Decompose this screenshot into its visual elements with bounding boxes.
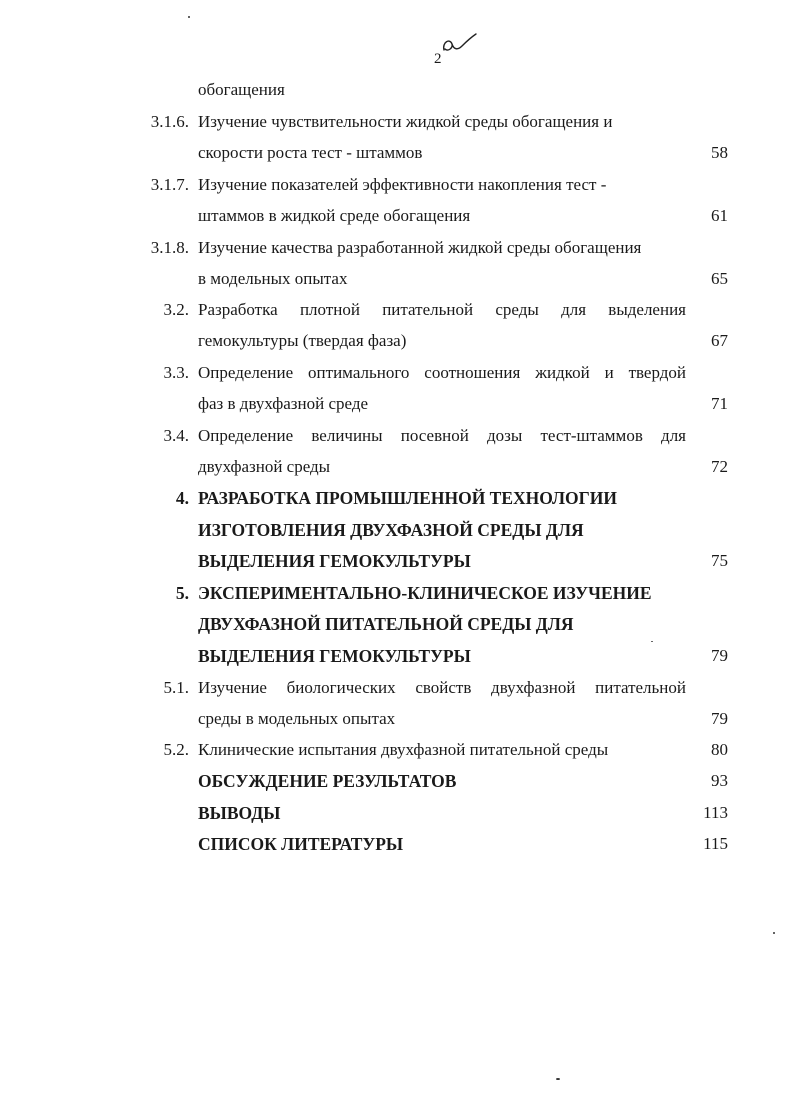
toc-line [0,141,794,165]
scan-speck [556,1078,560,1080]
toc-entry-number: 3.1.6. [150,112,189,131]
toc-page-number: 72 [711,457,728,476]
toc-line [0,173,794,197]
scan-speck [188,16,190,18]
scan-speck [651,641,653,642]
toc-line [0,769,794,793]
toc-entry-number: 3.2. [163,300,189,319]
toc-page-number: 80 [711,740,728,759]
toc-line [0,832,794,856]
toc-line [0,424,794,448]
toc-entry-text: Изучение качества разработанной жидкой среды обогащения [198,238,642,257]
toc-page-number: 113 [703,803,728,822]
toc-entry-number: 5.2. [163,740,189,759]
toc-entry-text: Определение оптимального соотношения жидкой и твердой [198,363,686,382]
toc-entry-text: СПИСОК ЛИТЕРАТУРЫ [198,834,404,854]
toc-entry-number: 3.3. [163,363,189,382]
toc-page-number: 71 [711,394,728,413]
toc-entry-text: Изучение биологических свойств двухфазной питательной [198,678,686,697]
toc-entry-text: обогащения [198,80,285,99]
toc-line [0,801,794,825]
toc-line [0,612,794,636]
toc-entry-text: Разработка плотной питательной среды для выделения [198,300,686,319]
toc-entry-number: 3.4. [163,426,189,445]
handwritten-mark [440,30,480,58]
toc-line [0,455,794,479]
toc-entry-number: 5.1. [163,678,189,697]
toc-line [0,298,794,322]
toc-entry-text: ВЫДЕЛЕНИЯ ГЕМОКУЛЬТУРЫ [198,551,471,571]
toc-entry-text: двухфазной среды [198,457,331,476]
toc-entry-text: Определение величины посевной дозы тест-штаммов для [198,426,686,445]
toc-entry-text: Изучение показателей эффективности накопления тест - [198,175,607,194]
toc-line [0,644,794,668]
toc-entry-text: гемокультуры (твердая фаза) [198,331,407,350]
toc-line [0,581,794,605]
scan-speck [773,932,775,934]
page-number: 2 [434,51,442,67]
toc-line [0,110,794,134]
toc-entry-text: ЭКСПЕРИМЕНТАЛЬНО-КЛИНИЧЕСКОЕ ИЗУЧЕНИЕ [198,583,652,603]
toc-line [0,549,794,573]
toc-line [0,361,794,385]
toc-line [0,329,794,353]
toc-entry-text: ВЫДЕЛЕНИЯ ГЕМОКУЛЬТУРЫ [198,646,471,666]
toc-page-number: 61 [711,206,728,225]
toc-entry-text: ИЗГОТОВЛЕНИЯ ДВУХФАЗНОЙ СРЕДЫ ДЛЯ [198,520,584,540]
toc-line [0,738,794,762]
toc-entry-number: 5. [175,583,189,603]
toc-entry-text: РАЗРАБОТКА ПРОМЫШЛЕННОЙ ТЕХНОЛОГИИ [198,488,618,508]
toc-page-number: 79 [711,709,728,728]
toc-entry-text: Изучение чувствительности жидкой среды обогащения и [198,112,613,131]
toc-line [0,707,794,731]
toc-page-number: 115 [703,834,728,853]
toc-entry-text: фаз в двухфазной среде [198,394,369,413]
toc-entry-text: в модельных опытах [198,269,348,288]
toc-entry-text: штаммов в жидкой среде обогащения [198,206,471,225]
toc-entry-number: 4. [175,488,189,508]
toc-entry-text: Клинические испытания двухфазной питательной среды [198,740,609,759]
toc-line [0,267,794,291]
toc-page-number: 93 [711,771,728,790]
toc-page-number: 58 [711,143,728,162]
toc-line [0,392,794,416]
toc-line [0,78,794,102]
toc-line [0,518,794,542]
toc-entry-text: скорости роста тест - штаммов [198,143,423,162]
toc-line [0,236,794,260]
toc-entry-number: 3.1.7. [150,175,189,194]
toc-line [0,676,794,700]
toc-entry-text: ВЫВОДЫ [198,803,281,823]
toc-entry-text: ОБСУЖДЕНИЕ РЕЗУЛЬТАТОВ [198,771,457,791]
toc-page-number: 75 [711,551,728,570]
toc-entry-text: ДВУХФАЗНОЙ ПИТАТЕЛЬНОЙ СРЕДЫ ДЛЯ [198,614,574,634]
toc-entry-text: среды в модельных опытах [198,709,396,728]
toc-page-number: 67 [711,331,728,350]
toc-page-number: 65 [711,269,728,288]
toc-page-number: 79 [711,646,728,665]
toc-line [0,204,794,228]
toc-line [0,486,794,510]
toc-entry-number: 3.1.8. [150,238,189,257]
